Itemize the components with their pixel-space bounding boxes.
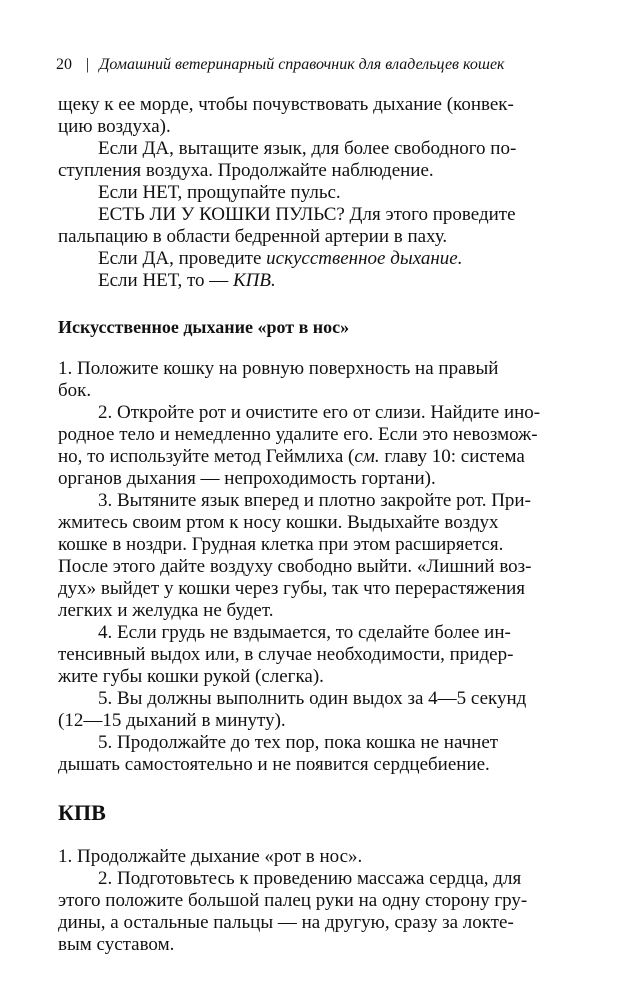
text-line: жмитесь своим ртом к носу кошки. Выдыхайте воздух bbox=[58, 512, 499, 533]
text-line: дух» выйдет у кошки через губы, так что перерастяжения bbox=[58, 578, 526, 599]
text-line: 5. Продолжайте до тех пор, пока кошка не начнет bbox=[98, 732, 499, 753]
text-line: цию воздуха). bbox=[58, 116, 171, 137]
page-number: 20 bbox=[56, 56, 72, 73]
section-heading: КПВ bbox=[58, 800, 106, 825]
text-line: 2. Откройте рот и очистите его от слизи. Найдите ино- bbox=[98, 402, 541, 423]
section-heading: Искусственное дыхание «рот в нос» bbox=[58, 317, 350, 337]
text-line: (12—15 дыханий в минуту). bbox=[58, 710, 286, 731]
running-title: Домашний ветеринарный справочник для владельцев кошек bbox=[99, 56, 505, 73]
text-line: Если ДА, вытащите язык, для более свободного по- bbox=[98, 138, 517, 159]
cross-reference: искусственное дыхание. bbox=[266, 248, 463, 269]
header-separator: | bbox=[86, 56, 90, 73]
text-line: бок. bbox=[58, 380, 92, 401]
text-line bbox=[98, 270, 573, 292]
text-run: Если ДА, проведите bbox=[98, 248, 267, 269]
text-line: 2. Подготовьтесь к проведению массажа сердца, для bbox=[98, 868, 522, 889]
text-line: После этого дайте воздуху свободно выйти. «Лишний воз- bbox=[58, 556, 532, 577]
text-line: щеку к ее морде, чтобы почувствовать дыхание (конвек- bbox=[58, 94, 514, 115]
text-run: Если НЕТ, то — bbox=[98, 270, 234, 291]
text-line: дины, а остальные пальцы — на другую, сразу за локте- bbox=[58, 912, 514, 933]
text-line: тенсивный выдох или, в случае необходимости, придер- bbox=[58, 644, 514, 665]
text-line: 4. Если грудь не вздымается, то сделайте более ин- bbox=[98, 622, 511, 643]
text-line: жите губы кошки рукой (слегка). bbox=[58, 666, 324, 687]
text-line: Если НЕТ, прощупайте пульс. bbox=[98, 182, 341, 203]
text-line: пальпацию в области бедренной артерии в паху. bbox=[58, 226, 448, 247]
text-line bbox=[98, 248, 573, 270]
text-line: органов дыхания — непроходимость гортани). bbox=[58, 468, 436, 489]
cross-reference: КПВ. bbox=[233, 270, 276, 291]
text-line bbox=[58, 446, 573, 468]
see-reference: см. bbox=[354, 446, 380, 467]
text-line: 5. Вы должны выполнить один выдох за 4—5 секунд bbox=[98, 688, 527, 709]
text-run: главу 10: система bbox=[379, 446, 525, 467]
running-header bbox=[56, 54, 576, 76]
text-line: ЕСТЬ ЛИ У КОШКИ ПУЛЬС? Для этого проведите bbox=[98, 204, 516, 225]
text-line: ступления воздуха. Продолжайте наблюдение. bbox=[58, 160, 434, 181]
text-line: родное тело и немедленно удалите его. Если это невозмож- bbox=[58, 424, 538, 445]
text-line: 1. Положите кошку на ровную поверхность на правый bbox=[58, 358, 499, 379]
text-line: легких и желудка не будет. bbox=[58, 600, 274, 621]
text-line: вым суставом. bbox=[58, 934, 175, 955]
text-run: но, то используйте метод Геймлиха ( bbox=[58, 446, 355, 467]
text-line: кошке в ноздри. Грудная клетка при этом расширяется. bbox=[58, 534, 504, 555]
text-line: дышать самостоятельно и не появится сердцебиение. bbox=[58, 754, 490, 775]
text-line: этого положите большой палец руки на одну сторону гру- bbox=[58, 890, 528, 911]
text-line: 1. Продолжайте дыхание «рот в нос». bbox=[58, 846, 363, 867]
text-line: 3. Вытяните язык вперед и плотно закройте рот. При- bbox=[98, 490, 531, 511]
